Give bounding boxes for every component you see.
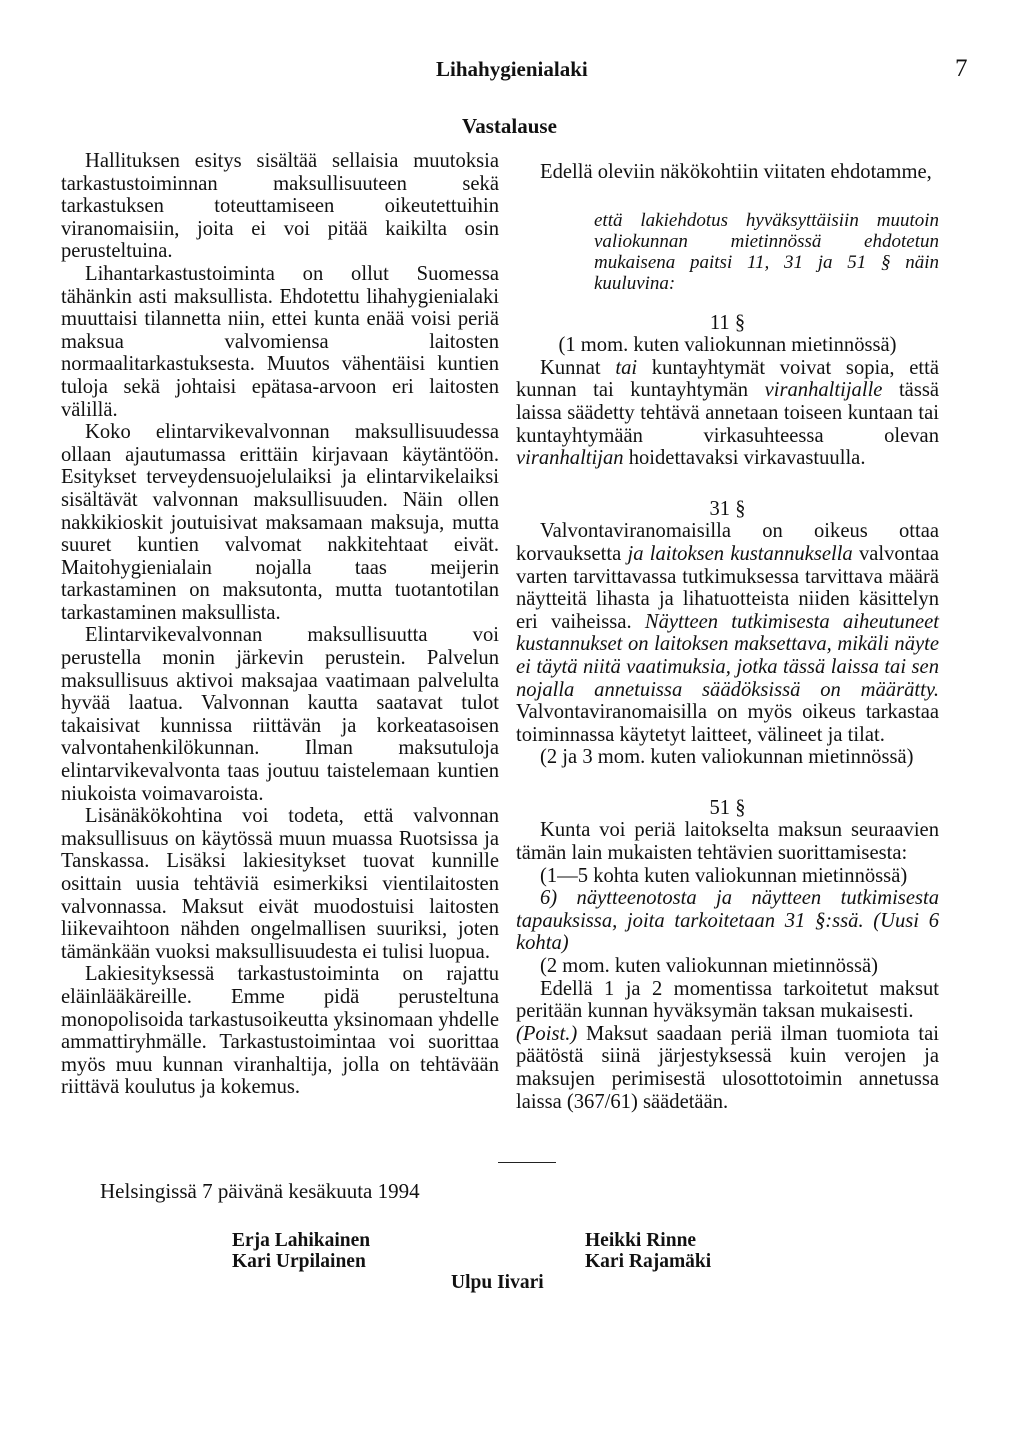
place-date: Helsingissä 7 päivänä kesäkuuta 1994 [100,1179,420,1203]
text-run: hoidettavaksi virkavastuulla. [623,447,866,470]
page-header-title: Lihahygienialaki [436,57,588,81]
signatory-name: Kari Urpilainen [232,1251,366,1272]
section-51-note: (1—5 kohta kuten valiokunnan mietinnössä) [540,864,908,887]
section-11-note: (1 mom. kuten valiokunnan mietinnössä) [558,334,897,357]
right-column [516,161,939,1113]
signature-block-center [451,1272,544,1293]
text-run: Valvontaviranomaisilla on myös oikeus tarkastaa toiminnassa käytetyt laitteet, välineet ja tilat. [516,701,939,746]
italic-run: tai [615,356,638,379]
text-run: Maksut saadaan periä ilman tuomiota tai päätöstä siinä järjestyksessä kuin verojen ja maksujen perimisestä ulosottotoimin annetussa laissa (367/61) säädetään. [516,1022,939,1113]
text-run: Kunnat [540,356,616,379]
signatory-name: Heikki Rinne [585,1230,697,1251]
signatory-name: Kari Rajamäki [585,1251,712,1272]
divider-rule [498,1162,556,1163]
paragraph: Koko elintarvikevalvonnan maksullisuudessa ollaan ajautumassa erittäin kirjavaan käytäntöön. Esitykset terveydensuojelulaiksi ja elintarvikelaiksi sisältävät valvonnan maksullisuuden. Näin ollen nakkikioskit joutuisivat maksamaan maksuja, mutta suuret kuntien valvomat nakkitehtaat eivät. Maitohygienialain nojalla taas meijerin tarkastaminen on maksutonta, mutta tuotantotilan tarkastaminen maksullista. [61,421,499,624]
proposal-paragraph: että lakiehdotus hyväksyttäisiin muutoin valiokunnan mietinnössä ehdotetun mukaisena paitsi 11, 31 ja 51 § näin kuuluvina: [594,209,939,294]
paragraph: Hallituksen esitys sisältää sellaisia muutoksia tarkastustoiminnan maksullisuuteen sekä tarkastuksen toteuttamiseen oikeutettuihin viranomaisiin, joita ei voi pitää kaikilta osin perusteltuina. [61,150,499,263]
italic-run: Näytteen tutkimisesta aiheutuneet kustannukset on laitoksen maksettava, mikäli näyte ei täytä niitä vaatimuksia, jotka tässä laissa tai sen nojalla annetuissa säädöksissä on määrätty. [516,610,939,701]
signature-block-left [232,1230,370,1272]
italic-run: viranhaltijalle [764,379,883,402]
section-51-paragraph [516,1023,939,1113]
section-51-paragraph: Edellä 1 ja 2 momentissa tarkoitetut maksut peritään kunnan hyväksymän taksan mukaisesti. [516,977,939,1023]
text-run: tässä laissa säädetty tehtävä annetaan toiseen kuntaan tai kuntayhtymään virkasuhteessa olevan [516,379,939,447]
paragraph: Lisänäkökohtina voi todeta, että valvonnan maksullisuus on käytössä muun muassa Ruotsissa ja Tanskassa. Lisäksi lakiesitykset tuovat kunnille osittain uusia tehtäviä esimerkiksi vientilaitosten valvonnassa. Maksut eivät muodostuisi laitosten liikevaihtoon nähden ongelmallisen suuriksi, joten tämänkään vuoksi maksullisuudesta ei tulisi luopua. [61,805,499,963]
signatory-name: Ulpu Iivari [451,1272,544,1293]
section-11-paragraph [516,357,939,470]
paragraph: Lakiesityksessä tarkastustoiminta on rajattu eläinlääkäreille. Emme pidä perusteltuna monopolisoida tarkastusoikeutta yksinomaan yhdelle ammattiryhmälle. Tarkastustoimintaa voi suorittaa myös muu kunnan viranhaltija, jolla on tehtävään riittävä koulutus ja kokemus. [61,963,499,1099]
section-heading-51: 51 § [709,796,746,819]
italic-run: ja laitoksen kustannuksella [627,542,853,565]
text-run: valvontaa varten tarvittavassa tutkimuksessa tarvittava määrä näytteitä lihasta ja lihatuotteista niiden käsittelyn eri vaiheissa. [516,542,940,633]
page-number: 7 [955,55,968,82]
section-51-paragraph: Kunta voi periä laitokselta maksun seuraavien tämän lain mukaisten tehtävien suorittamisesta: [516,819,939,865]
section-heading-31: 31 § [709,497,746,520]
section-31-paragraph [516,520,939,746]
section-51-note: (2 mom. kuten valiokunnan mietinnössä) [540,955,879,978]
section-heading-11: 11 § [709,311,746,334]
section-51-new-item: 6) näytteenotosta ja näytteen tutkimisesta tapauksissa, joita tarkoitetaan 31 §:ssä. (Uusi 6 kohta) [516,887,939,955]
paragraph: Lihantarkastustoiminta on ollut Suomessa tähänkin asti maksullista. Ehdotettu lihahygienialaki muuttaisi tilannetta niin, ettei kunta enää voisi periä maksua valvomiensa laitosten normaalitarkastuksesta. Muutos vähentäisi kuntien tuloja sekä johtaisi epätasa-arvoon eri laitosten välillä. [61,262,499,421]
section-title: Vastalause [462,114,557,138]
italic-run: viranhaltijan [516,447,624,470]
paragraph: Elintarvikevalvonnan maksullisuutta voi perustella monin järkevin perustein. Palvelun maksullisuus aktivoi maksajaa vaatimaan palvelulta hyvää laatua. Valvonnan kautta saatavat tulot takaisivat kunnissa riittävän ja korkeatasoisen valvontahenkilökunnan. Ilman maksutuloja elintarvikevalvonta taas joutuu taistelemaan kuntien niukoista voimavaroista. [61,624,499,805]
text-run: Valvontaviranomaisilla on oikeus ottaa korvauksetta [516,520,939,565]
italic-run: (Poist.) [516,1022,578,1045]
left-column [61,150,499,1099]
section-31-note: (2 ja 3 mom. kuten valiokunnan mietinnössä) [540,746,914,769]
signatory-name: Erja Lahikainen [232,1230,371,1251]
text-run: kuntayhtymät voivat sopia, että kunnan tai kuntayhtymän [516,356,939,402]
signature-block-right [585,1230,711,1272]
intro-paragraph: Edellä oleviin näkökohtiin viitaten ehdotamme, [540,161,932,183]
